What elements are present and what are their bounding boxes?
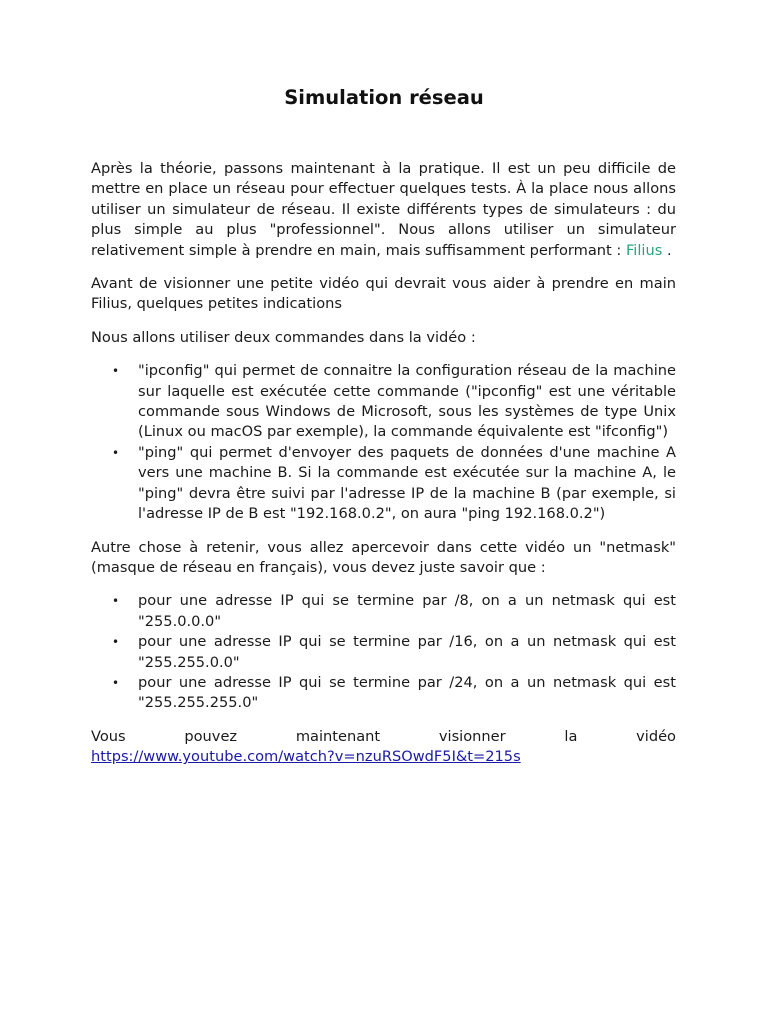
bullet-icon: • (112, 635, 120, 650)
intro-end: . (662, 241, 672, 259)
list-item-text: pour une adresse IP qui se termine par /8, on a un netmask qui est "255.0.0.0" (138, 592, 676, 630)
bullet-icon: • (112, 364, 120, 379)
youtube-link[interactable]: https://www.youtube.com/watch?v=nzuRSOwdF5I&t=215s (91, 748, 521, 766)
list-item (112, 673, 676, 714)
list-item-text: "ipconfig" qui permet de connaitre la configuration réseau de la machine sur laquelle est exécutée cette commande ("ipconfig" est une véritable commande sous Windows de Microsoft, sous les systèmes de type Unix (Linux ou macOS par exemple), la commande équivalente est "ifconfig") (138, 362, 676, 441)
indications-paragraph: Avant de visionner une petite vidéo qui devrait vous aider à prendre en main Filius, quelques petites indications (91, 275, 676, 313)
commands-intro-paragraph: Nous allons utiliser deux commandes dans la vidéo : (91, 328, 476, 346)
bullet-icon: • (112, 445, 120, 460)
document-body (91, 159, 676, 781)
list-item (112, 361, 676, 443)
list-item-text: pour une adresse IP qui se termine par /16, on a un netmask qui est "255.255.0.0" (138, 633, 676, 671)
list-item (112, 591, 676, 632)
netmask-intro-paragraph: Autre chose à retenir, vous allez apercevoir dans cette vidéo un "netmask" (masque de réseau en français), vous devez juste savoir que : (91, 538, 676, 576)
bullet-icon: • (112, 675, 120, 690)
netmask-list (91, 591, 676, 713)
video-paragraph (91, 727, 676, 768)
intro-text: Après la théorie, passons maintenant à la pratique. Il est un peu difficile de mettre en place un réseau pour effectuer quelques tests. À la place nous allons utiliser un simulateur de réseau. Il existe différents types de simulateurs : du plus simple au plus "professionnel". Nous allons utiliser un simulateur relativement simple à prendre en main, mais suffisamment performant : (91, 160, 676, 259)
filius-link[interactable]: Filius (625, 241, 663, 259)
list-item-text: "ping" qui permet d'envoyer des paquets de données d'une machine A vers une machine B. Si la commande est exécutée sur la machine A, le "ping" devra être suivi par l'adresse IP de la machine B (par exemple, si l'adresse IP de B est "192.168.0.2", on aura "ping 192.168.0.2") (138, 443, 676, 523)
list-item-text: pour une adresse IP qui se termine par /24, on a un netmask qui est "255.255.255.0" (138, 673, 676, 712)
page-title: Simulation réseau (284, 86, 484, 109)
intro-paragraph (91, 159, 676, 261)
video-intro-text: Vous pouvez maintenant visionner la vidéo (91, 727, 676, 745)
list-item (112, 632, 676, 673)
bullet-icon: • (112, 594, 120, 609)
commands-list (91, 361, 676, 524)
list-item (112, 443, 676, 525)
